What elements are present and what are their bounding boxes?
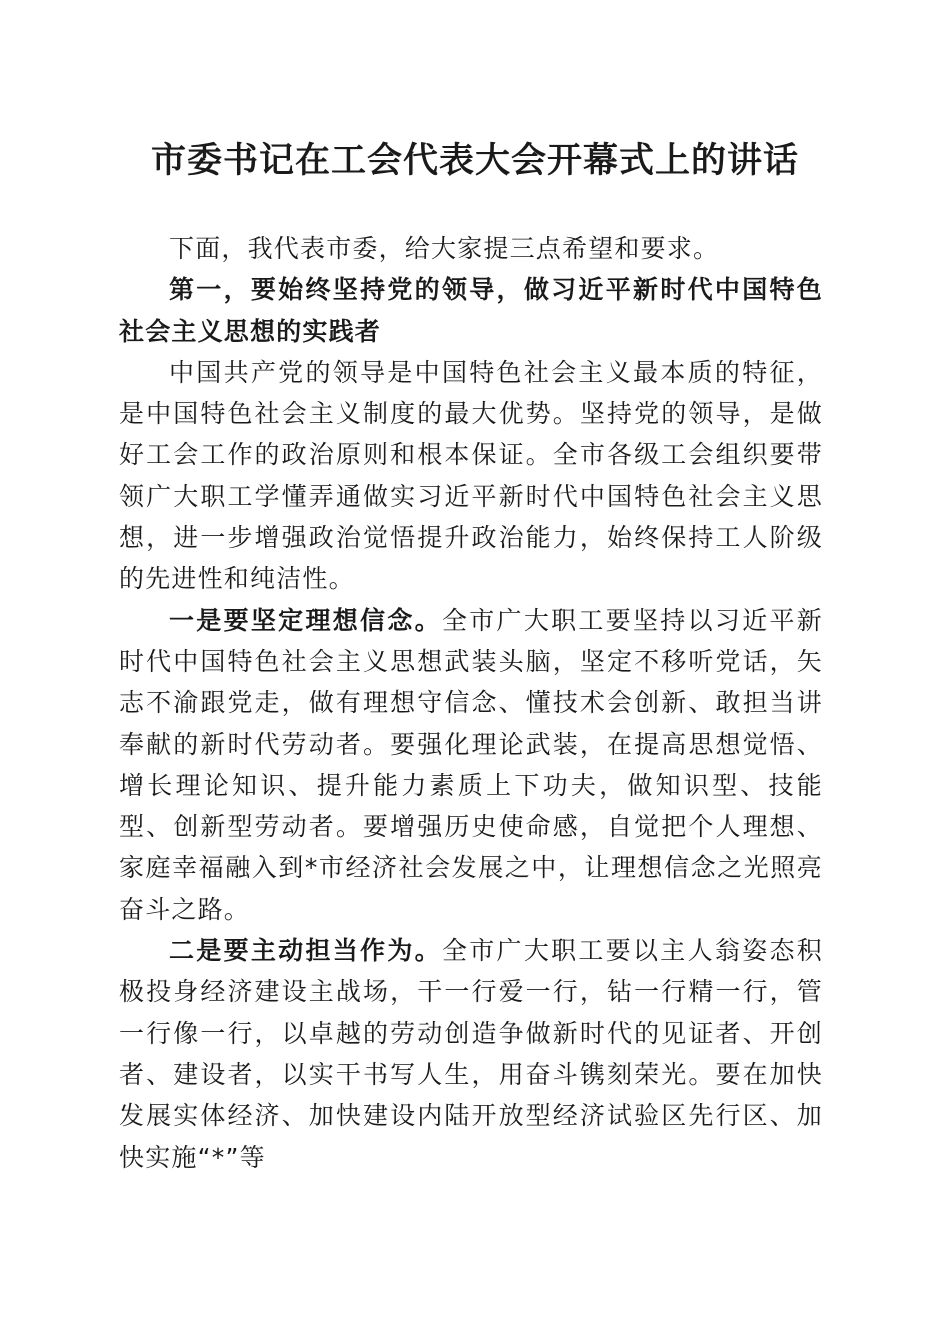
paragraph-2 [119,600,823,930]
paragraph-3-body: 全市广大职工要以主人翁姿态积极投身经济建设主战场，干一行爱一行，钻一行精一行，管一行像一行，以卓越的劳动创造争做新时代的见证者、开创者、建设者，以实干书写人生，用奋斗镌刻荣光。要在加快发展实体经济、加快建设内陆开放型经济试验区先行区、加快实施“*”等 [119,936,823,1172]
paragraph-3-lead: 二是要主动担当作为。 [169,936,442,966]
document-title: 市委书记在工会代表大会开幕式上的讲话 [150,140,799,181]
paragraph-1: 中国共产党的领导是中国特色社会主义最本质的特征，是中国特色社会主义制度的最大优势。坚持党的领导，是做好工会工作的政治原则和根本保证。全市各级工会组织要带领广大职工学懂弄通做实习近平新时代中国特色社会主义思想，进一步增强政治觉悟提升政治能力，始终保持工人阶级的先进性和纯洁性。 [119,357,823,594]
paragraph-2-body: 全市广大职工要坚持以习近平新时代中国特色社会主义思想武装头脑，坚定不移听党话，矢志不渝跟党走，做有理想守信念、懂技术会创新、敢担当讲奉献的新时代劳动者。要强化理论武装，在提高思想觉悟、增长理论知识、提升能力素质上下功夫，做知识型、技能型、创新型劳动者。要增强历史使命感，自觉把个人理想、家庭幸福融入到*市经济社会发展之中，让理想信念之光照亮奋斗之路。 [119,605,823,924]
paragraph-2-lead: 一是要坚定理想信念。 [169,605,442,635]
paragraph-3 [119,930,823,1178]
intro-paragraph: 下面，我代表市委，给大家提三点希望和要求。 [169,234,720,263]
document-body [119,228,823,1178]
section-heading: 第一，要始终坚持党的领导，做习近平新时代中国特色社会主义思想的实践者 [119,275,823,346]
